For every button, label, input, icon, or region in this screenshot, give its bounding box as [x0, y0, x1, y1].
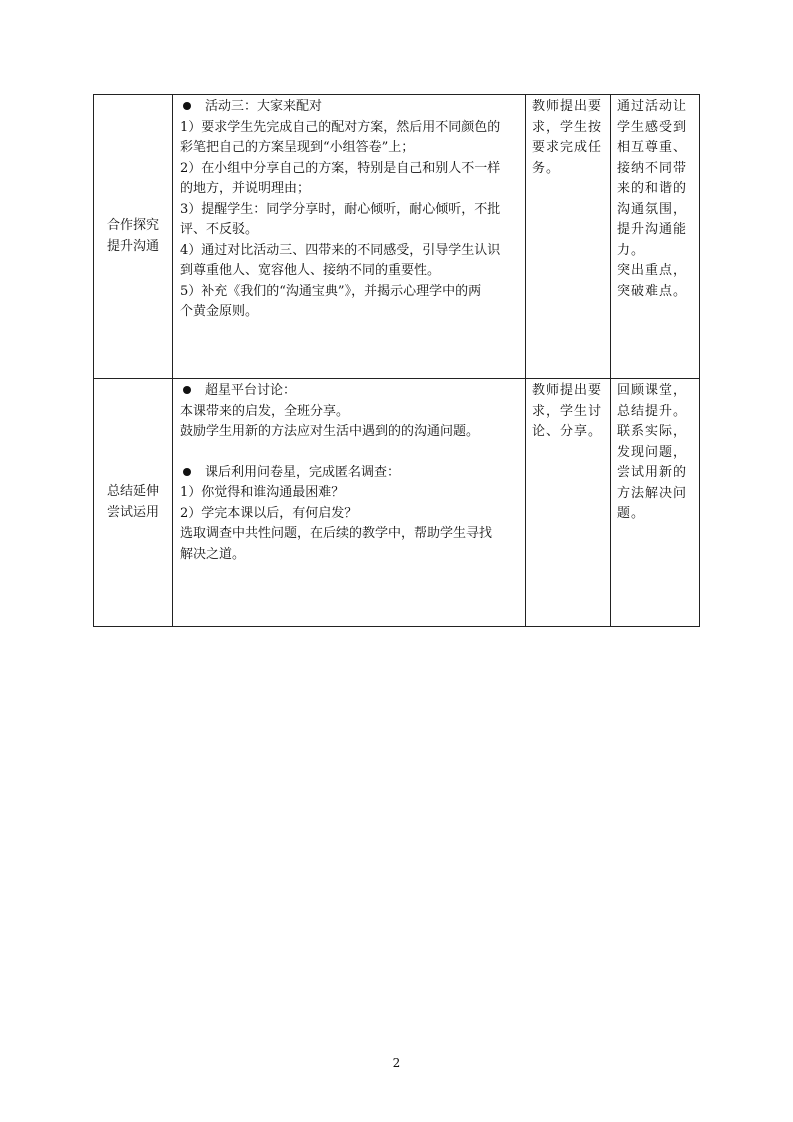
- intent-line: 题。: [617, 506, 646, 521]
- intent-line: 通过活动让: [617, 99, 688, 114]
- activity-cell: [173, 379, 526, 627]
- intent-line: 尝试用新的: [617, 465, 688, 480]
- activity-line: 本课带来的启发，全班分享。: [180, 403, 350, 419]
- activity-line: 解决之道。: [180, 546, 246, 562]
- intent-cell: [611, 95, 700, 379]
- activity-line: 2）在小组中分享自己的方案，特别是自己和别人不一样: [180, 160, 501, 176]
- teacher-line: 教师提出要: [532, 99, 603, 114]
- bullet-item: [180, 97, 519, 118]
- page-number: 2: [392, 1056, 401, 1070]
- paragraph-gap: [180, 443, 519, 463]
- activity-line: 鼓励学生用新的方法应对生活中遇到的的沟通问题。: [180, 424, 480, 439]
- activity-line: 3）提醒学生：同学分享时，耐心倾听，耐心倾听，不批: [180, 201, 501, 217]
- activity-line: 的地方，并说明理由；: [180, 181, 311, 196]
- activity-line: 5）补充《我们的“沟通宝典”》，并揭示心理学中的两: [180, 283, 482, 299]
- intent-line: 来的和谐的: [617, 181, 688, 196]
- activity-line: 到尊重他人、宽容他人、接纳不同的重要性。: [180, 263, 441, 278]
- intent-line: 发现问题，: [617, 444, 688, 460]
- phase-label-line: 合作探究: [106, 218, 159, 233]
- intent-line: 沟通氛围，: [617, 201, 688, 217]
- bullet-dot-icon: [183, 386, 191, 394]
- intent-line: 学生感受到: [617, 119, 688, 135]
- bullet-item: [180, 463, 519, 484]
- intent-line: 提升沟通能: [617, 222, 688, 237]
- phase-label-line: 尝试运用: [106, 504, 159, 520]
- phase-cell: [94, 379, 173, 627]
- table-row: [94, 95, 700, 379]
- bullet-text: 课后利用问卷星，完成匿名调查：: [205, 464, 401, 480]
- teacher-cell: [526, 95, 611, 379]
- teacher-line: 要求完成任: [532, 140, 603, 155]
- bullet-dot-icon: [183, 468, 191, 476]
- activity-line: 选取调查中共性问题，在后续的教学中，帮助学生寻找: [180, 526, 493, 541]
- intent-line: 力。: [617, 242, 646, 258]
- bullet-text: 活动三：大家来配对: [205, 99, 323, 114]
- intent-line: 相互尊重、: [617, 140, 688, 155]
- teacher-line: 教师提出要: [532, 383, 603, 398]
- bullet-dot-icon: [183, 102, 191, 110]
- activity-line: 个黄金原则。: [180, 304, 259, 319]
- intent-line: 接纳不同带: [617, 160, 688, 176]
- teacher-cell: [526, 379, 611, 627]
- intent-line: 联系实际，: [617, 424, 688, 439]
- teacher-line: 论、分享。: [532, 424, 603, 439]
- activity-line: 评、不反驳。: [180, 222, 259, 237]
- teacher-line: 求，学生按: [532, 119, 603, 135]
- table-row: [94, 379, 700, 627]
- lesson-plan-table: [93, 94, 700, 627]
- intent-cell: [611, 379, 700, 627]
- activity-cell: [173, 95, 526, 379]
- activity-line: 1）要求学生先完成自己的配对方案，然后用不同颜色的: [180, 119, 501, 135]
- bullet-item: [180, 381, 519, 402]
- activity-line: 1）你觉得和谁沟通最困难？: [180, 485, 345, 500]
- phase-label-line: 总结延伸: [106, 484, 159, 499]
- activity-line: 彩笔把自己的方案呈现到“小组答卷”上；: [180, 140, 415, 155]
- intent-line: 突出重点，: [617, 263, 688, 278]
- teacher-line: 务。: [532, 160, 561, 176]
- bullet-text: 超星平台讨论：: [205, 383, 297, 398]
- teacher-line: 求，学生讨: [532, 403, 603, 419]
- activity-line: 2）学完本课以后，有何启发？: [180, 505, 358, 521]
- phase-cell: [94, 95, 173, 379]
- intent-line: 突破难点。: [617, 283, 688, 299]
- activity-line: 4）通过对比活动三、四带来的不同感受，引导学生认识: [180, 242, 501, 258]
- phase-label-line: 提升沟通: [106, 238, 159, 254]
- intent-line: 方法解决问: [617, 485, 688, 501]
- intent-line: 回顾课堂，: [617, 383, 688, 398]
- intent-line: 总结提升。: [617, 403, 688, 419]
